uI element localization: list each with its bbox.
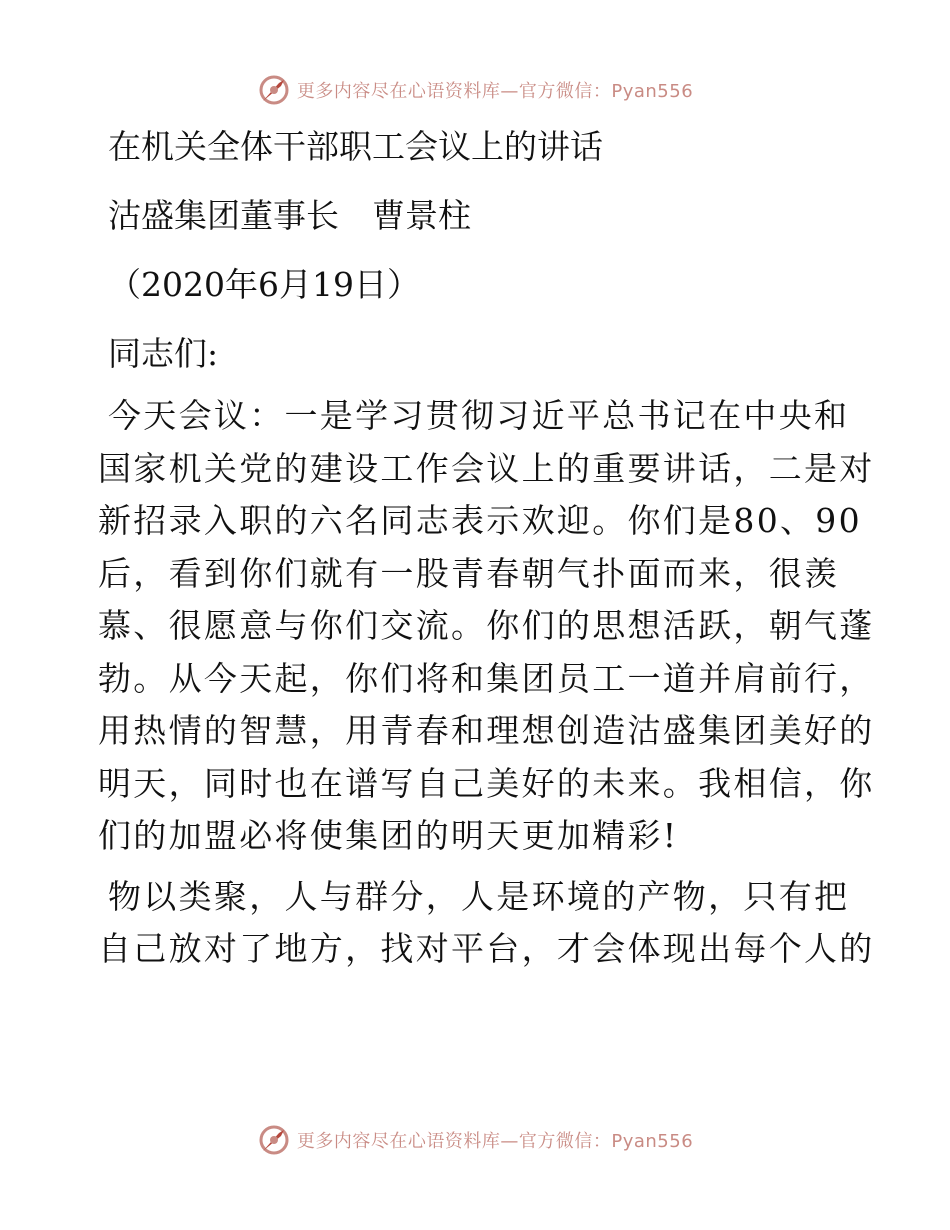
footer-watermark: [0, 1120, 950, 1160]
paragraph-line: 新招录入职的六名同志表示欢迎。你们是80、90: [98, 501, 862, 540]
paragraph-2: [98, 871, 875, 976]
paragraph-line: 们的加盟必将使集团的明天更加精彩!: [98, 816, 679, 855]
speech-title: 在机关全体干部职工会议上的讲话: [108, 127, 603, 166]
watermark-text: 更多内容尽在心语资料库—官方微信：Pyan556: [296, 81, 694, 102]
paragraph-line: 慕、很愿意与你们交流。你们的思想活跃，朝气蓬: [98, 606, 875, 645]
paragraph-line: 自己放对了地方，找对平台，才会体现出每个人的: [98, 929, 875, 968]
paragraph-1: [98, 390, 875, 863]
quill-circle-icon: [257, 73, 291, 107]
paragraph-line: 国家机关党的建设工作会议上的重要讲话，二是对: [98, 448, 875, 488]
paragraph-line: 今天会议：一是学习贯彻习近平总书记在中央和: [108, 396, 850, 435]
paragraph-line: 物以类聚，人与群分，人是环境的产物，只有把: [108, 876, 850, 916]
speech-greeting: 同志们:: [108, 334, 219, 373]
speech-date: （2020年6月19日）: [108, 265, 420, 304]
paragraph-line: 后，看到你们就有一股青春朝气扑面而来，很羡: [98, 553, 840, 593]
speech-author: 沽盛集团董事长 曹景柱: [108, 196, 471, 235]
quill-circle-icon: [257, 1123, 291, 1157]
paragraph-line: 用热情的智慧，用青春和理想创造沽盛集团美好的: [98, 711, 875, 750]
watermark-text: 更多内容尽在心语资料库—官方微信：Pyan556: [296, 1131, 694, 1152]
paragraph-line: 明天，同时也在谱写自己美好的未来。我相信，你: [98, 763, 875, 803]
header-watermark: [0, 70, 950, 110]
document-body: [98, 118, 875, 976]
paragraph-line: 勃。从今天起，你们将和集团员工一道并肩前行，: [98, 658, 875, 698]
